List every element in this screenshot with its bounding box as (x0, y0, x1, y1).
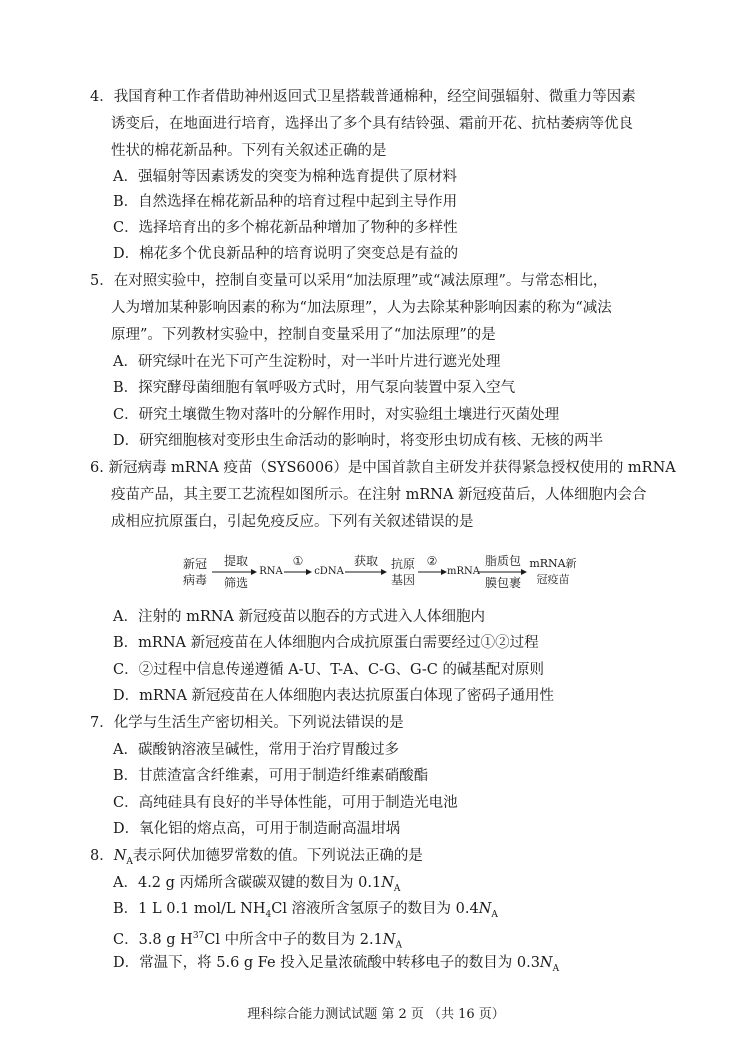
question-8-option-b-text: B．1 L 0.1 mol/L NH (113, 901, 266, 917)
na-symbol: N (539, 955, 553, 971)
question-8-stem-text: 表示阿伏加德罗常数的值。下列说法正确的是 (132, 848, 423, 864)
question-8-option-d-text: D．常温下，将 5.6 g Fe 投入足量浓硫酸中转移电子的数目为 0.3 (113, 955, 540, 971)
node-rna: RNA (259, 566, 283, 577)
question-8-option-c-text: C．3.8 g H (113, 931, 193, 948)
chlorine-isotope-superscript: 37 (192, 931, 205, 941)
question-6-line-1: 6. 新冠病毒 mRNA 疫苗（SYS6006）是中国首款自主研发并获得紧急授权使用的 mRNA (90, 460, 676, 476)
question-4-option-a: A．强辐射等因素诱发的突变为棉种选育提供了原材料 (113, 169, 457, 185)
question-4-option-d: D．棉花多个优良新品种的培育说明了突变总是有益的 (113, 246, 459, 262)
arrow-1-bottom-label: 筛选 (223, 576, 248, 590)
question-4-option-c: C．选择培育出的多个棉花新品种增加了物种的多样性 (113, 220, 458, 236)
node-mrna-vaccine (528, 556, 578, 588)
question-8-option-d (113, 950, 559, 977)
question-6-line-3: 成相应抗原蛋白，引起免疫反应。下列有关叙述错误的是 (111, 514, 474, 530)
avogadro-subscript: A (126, 856, 133, 867)
vaccine-process-flowchart (180, 550, 600, 596)
arrow-5-top-label: 脂质包 (484, 554, 521, 568)
node-antigen-gene-line-2: 基因 (390, 573, 415, 587)
question-4-line-1: 4．我国育种工作者借助神州返回式卫星搭载普通棉种，经空间强辐射、微重力等因素 (90, 89, 636, 105)
question-7-option-b: B．甘蔗渣富含纤维素，可用于制造纤维素硝酸酯 (113, 768, 429, 784)
question-5-line-2: 人为增加某种影响因素的称为“加法原理”，人为去除某种影响因素的称为“减法 (111, 300, 612, 316)
question-5-option-c: C．研究土壤微生物对落叶的分解作用时，对实验组土壤进行灭菌处理 (113, 407, 560, 423)
na-subscript: A (552, 963, 560, 974)
question-5-stem (90, 268, 680, 349)
question-8-stem (90, 843, 680, 870)
question-7-line-1: 7．化学与生活生产密切相关。下列说法错误的是 (90, 715, 404, 731)
node-antigen-gene-line-1: 抗原 (390, 557, 415, 571)
question-4-line-2: 诱变后，在地面进行培育，选择出了多个具有结铃强、霜前开花、抗枯萎病等优良 (111, 116, 633, 132)
question-8-line-1 (90, 843, 680, 870)
question-6-option-d: D．mRNA 新冠疫苗在人体细胞内表达抗原蛋白体现了密码子通用性 (113, 688, 555, 704)
question-5-option-b: B．探究酵母菌细胞有氧呼吸方式时，用气泵向装置中泵入空气 (113, 380, 516, 396)
node-mrna-vaccine-line-1: mRNA新 (529, 557, 577, 570)
question-6-option-a: A．注射的 mRNA 新冠疫苗以胞吞的方式进入人体细胞内 (113, 609, 486, 625)
question-8-option-c (113, 923, 402, 950)
na-subscript: A (491, 909, 498, 920)
avogadro-symbol: N (113, 848, 127, 864)
arrow-2-label: ① (292, 554, 304, 568)
question-4-option-b: B．自然选择在棉花新品种的培育过程中起到主导作用 (113, 194, 458, 210)
na-subscript: A (395, 940, 402, 951)
na-symbol: N (381, 875, 394, 891)
arrow-4-label: ② (426, 554, 438, 568)
question-7-option-d: D．氧化铝的熔点高，可用于制造耐高温坩埚 (113, 821, 401, 837)
nh4-subscript: 4 (265, 909, 272, 920)
question-5-option-a: A．研究绿叶在光下可产生淀粉时，对一半叶片进行遮光处理 (113, 354, 501, 370)
na-subscript: A (393, 883, 401, 894)
question-8-option-b (113, 896, 498, 923)
question-7-stem (90, 710, 680, 737)
na-symbol: N (382, 931, 396, 948)
question-8-option-a (113, 870, 400, 897)
question-6-option-b: B．mRNA 新冠疫苗在人体细胞内合成抗原蛋白需要经过①②过程 (113, 635, 539, 651)
question-5-line-3: 原理”。下列教材实验中，控制自变量采用了“加法原理”的是 (111, 327, 496, 343)
na-symbol: N (478, 901, 492, 917)
question-8-option-c-text-2: Cl 中所含中子的数目为 2.1 (204, 931, 383, 948)
node-virus (180, 556, 210, 588)
arrow-3-label: 获取 (353, 554, 378, 568)
page-footer: 理科综合能力测试试题 第 2 页 （共 16 页） (247, 1007, 505, 1022)
node-cdna: cDNA (314, 566, 344, 577)
question-8-option-a-text: A．4.2 g 丙烯所含碳碳双键的数目为 0.1 (113, 875, 382, 891)
question-7-option-a: A．碳酸钠溶液呈碱性，常用于治疗胃酸过多 (113, 742, 399, 758)
question-8-number: 8． (90, 848, 114, 864)
question-5-option-d: D．研究细胞核对变形虫生命活动的影响时，将变形虫切成有核、无核的两半 (113, 433, 604, 449)
node-mrna: mRNA (447, 566, 480, 577)
question-5-line-1: 5．在对照实验中，控制自变量可以采用“加法原理”或“减法原理”。与常态相比， (90, 273, 608, 289)
question-6-line-2: 疫苗产品，其主要工艺流程如图所示。在注射 mRNA 新冠疫苗后，人体细胞内会合 (111, 487, 647, 503)
node-virus-line-1: 新冠 (182, 557, 207, 571)
question-4-line-3: 性状的棉花新品种。下列有关叙述正确的是 (111, 143, 387, 159)
arrow-1-top-label: 提取 (223, 554, 248, 568)
node-antigen-gene (389, 556, 417, 588)
question-6-stem (90, 455, 680, 536)
question-8-option-b-text-2: Cl 溶液所含氢原子的数目为 0.4 (271, 901, 479, 917)
arrow-5-bottom-label: 膜包裹 (484, 576, 521, 590)
question-7-option-c: C．高纯硅具有良好的半导体性能，可用于制造光电池 (113, 795, 458, 811)
question-4-stem (90, 84, 680, 165)
question-6-option-c: C．②过程中信息传递遵循 A-U、T-A、C-G、G-C 的碱基配对原则 (113, 662, 544, 678)
node-mrna-vaccine-line-2: 冠疫苗 (536, 573, 570, 586)
node-virus-line-2: 病毒 (182, 573, 207, 587)
